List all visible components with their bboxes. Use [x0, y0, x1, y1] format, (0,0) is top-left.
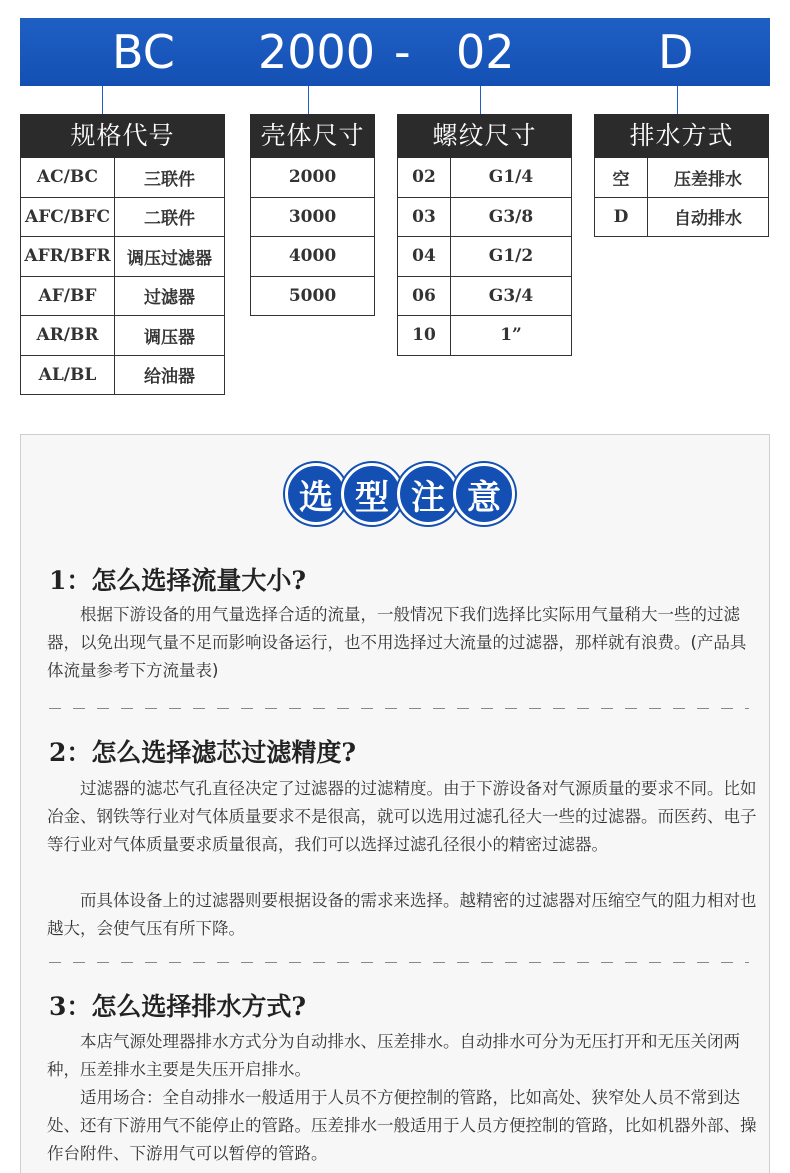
question-2-heading: 2：怎么选择滤芯过滤精度?	[49, 738, 357, 767]
size-table	[250, 114, 375, 316]
table-cell: AFR/BFR	[24, 246, 111, 267]
connector-line	[480, 86, 481, 114]
table-row	[397, 237, 572, 277]
drain-table	[594, 114, 769, 237]
table-row	[397, 158, 572, 198]
title-badge: 意	[453, 463, 515, 525]
table-cell: AR/BR	[36, 325, 99, 346]
table-row	[250, 237, 375, 277]
table-cell: AFC/BFC	[25, 206, 110, 227]
code-drain: D	[658, 25, 694, 79]
spec-table-header: 规格代号	[20, 114, 225, 158]
table-cell: AF/BF	[38, 285, 97, 306]
table-row	[397, 198, 572, 238]
table-row	[20, 277, 225, 317]
table-row	[594, 158, 769, 198]
question-1-heading: 1：怎么选择流量大小?	[49, 566, 307, 595]
table-cell: G3/8	[450, 198, 571, 237]
table-cell: 4000	[288, 246, 337, 267]
table-cell: 2000	[288, 167, 337, 188]
code-series: BC	[112, 25, 175, 79]
selection-notes-panel	[20, 434, 770, 1173]
table-cell: D	[613, 206, 629, 227]
thread-table	[397, 114, 572, 356]
connector-line	[308, 86, 309, 114]
question-3-answer-1: 本店气源处理器排水方式分为自动排水、压差排水。自动排水可分为无压打开和无压关闭两种，压差排水主要是失压开启排水。	[47, 1032, 740, 1079]
table-row	[20, 158, 225, 198]
question-2-answer-1: 过滤器的滤芯气孔直径决定了过滤器的过滤精度。由于下游设备对气源质量的要求不同。比如冶金、钢铁等行业对气体质量要求不是很高，就可以选用过滤孔径大一些的过滤器。而医药、电子等行业对气体质量要求质量很高，我们可以选择过滤孔径很小的精密过滤器。	[47, 779, 757, 854]
connector-line	[677, 86, 678, 114]
table-cell: 空	[612, 169, 630, 190]
table-cell: 压差排水	[647, 158, 768, 197]
table-row	[594, 198, 769, 238]
table-cell: 10	[412, 325, 436, 346]
size-table-header: 壳体尺寸	[250, 114, 375, 158]
table-cell: 过滤器	[114, 277, 224, 316]
code-separator: -	[394, 25, 411, 79]
table-cell: 02	[412, 167, 436, 188]
table-row	[397, 316, 572, 356]
table-row	[20, 316, 225, 356]
table-cell: 二联件	[114, 198, 224, 237]
question-3-answer-2: 适用场合：全自动排水一般适用于人员不方便控制的管路，比如高处、狭窄处人员不常到达处、还有下游用气不能停止的管路。压差排水一般适用于人员方便控制的管路，比如机器外部、操作台附件、下游用气可以暂停的管路。	[47, 1088, 757, 1163]
title-badge: 选	[285, 463, 347, 525]
question-2-answer-2: 而具体设备上的过滤器则要根据设备的需求来选择。越精密的过滤器对压缩空气的阻力相对也越大，会使气压有所下降。	[47, 891, 757, 938]
table-cell: G1/4	[450, 158, 571, 197]
table-cell: G1/2	[450, 237, 571, 276]
table-cell: 5000	[288, 285, 337, 306]
notes-title	[285, 463, 509, 525]
table-cell: 三联件	[114, 158, 224, 197]
spec-table	[20, 114, 225, 395]
drain-table-header: 排水方式	[594, 114, 769, 158]
table-cell: 3000	[288, 206, 337, 227]
table-cell: 04	[412, 246, 436, 267]
question-1-answer: 根据下游设备的用气量选择合适的流量，一般情况下我们选择比实际用气量稍大一些的过滤器，以免出现气量不足而影响设备运行，也不用选择过大流量的过滤器，那样就有浪费。(产品具体流量参考下方流量表)	[47, 605, 747, 680]
divider	[49, 962, 749, 963]
table-cell: 1”	[450, 316, 571, 355]
table-cell: 03	[412, 206, 436, 227]
table-cell: AC/BC	[36, 167, 99, 188]
title-badge: 注	[397, 463, 459, 525]
table-row	[250, 277, 375, 317]
thread-table-header: 螺纹尺寸	[397, 114, 572, 158]
question-3-heading: 3：怎么选择排水方式?	[49, 992, 307, 1021]
table-cell: 调压过滤器	[114, 237, 224, 276]
code-thread: 02	[456, 25, 515, 79]
table-row	[20, 356, 225, 396]
table-cell: G3/4	[450, 277, 571, 316]
table-row	[250, 158, 375, 198]
model-code-banner	[20, 18, 770, 86]
table-cell: AL/BL	[38, 364, 97, 385]
table-row	[397, 277, 572, 317]
code-size: 2000	[258, 25, 376, 79]
table-row	[20, 198, 225, 238]
table-cell: 自动排水	[647, 198, 768, 237]
table-cell: 调压器	[114, 316, 224, 355]
table-row	[250, 198, 375, 238]
table-cell: 给油器	[114, 356, 224, 395]
table-cell: 06	[412, 285, 436, 306]
divider	[49, 708, 749, 709]
connector-line	[102, 86, 103, 114]
title-badge: 型	[341, 463, 403, 525]
table-row	[20, 237, 225, 277]
